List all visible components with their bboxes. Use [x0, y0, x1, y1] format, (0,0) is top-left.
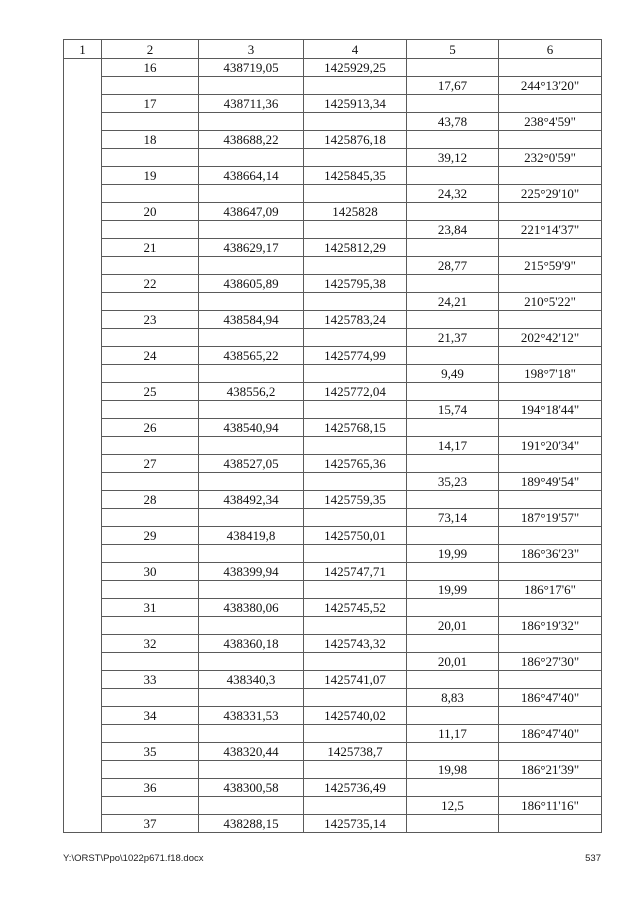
point-number: 37: [102, 815, 199, 833]
coordinate-x: 438540,94: [199, 419, 304, 437]
empty-cell: [304, 113, 407, 131]
empty-cell: [304, 221, 407, 239]
column-header: 3: [199, 40, 304, 59]
empty-cell: [304, 545, 407, 563]
coordinate-y: 1425929,25: [304, 59, 407, 77]
empty-cell: [499, 491, 602, 509]
segment-row: [64, 437, 602, 455]
empty-cell: [102, 293, 199, 311]
empty-cell: [199, 221, 304, 239]
empty-cell: [407, 95, 499, 113]
direction-angle: 186°17'6": [499, 581, 602, 599]
point-row: [64, 599, 602, 617]
empty-cell: [102, 473, 199, 491]
segment-row: [64, 509, 602, 527]
empty-cell: [102, 545, 199, 563]
segment-row: [64, 761, 602, 779]
empty-cell: [407, 779, 499, 797]
empty-cell: [304, 653, 407, 671]
empty-cell: [102, 617, 199, 635]
point-row: [64, 527, 602, 545]
point-row: [64, 59, 602, 77]
empty-cell: [102, 581, 199, 599]
segment-length: 19,99: [407, 545, 499, 563]
direction-angle: 189°49'54": [499, 473, 602, 491]
empty-cell: [499, 671, 602, 689]
coordinate-x: 438419,8: [199, 527, 304, 545]
empty-cell: [102, 509, 199, 527]
footer-page-number: 537: [585, 853, 601, 864]
segment-length: 39,12: [407, 149, 499, 167]
segment-length: 9,49: [407, 365, 499, 383]
empty-cell: [499, 815, 602, 833]
point-row: [64, 743, 602, 761]
segment-length: 15,74: [407, 401, 499, 419]
empty-cell: [199, 401, 304, 419]
segment-length: 17,67: [407, 77, 499, 95]
segment-row: [64, 329, 602, 347]
empty-cell: [304, 725, 407, 743]
empty-cell: [304, 365, 407, 383]
empty-cell: [102, 437, 199, 455]
empty-cell: [199, 293, 304, 311]
coordinate-y: 1425913,34: [304, 95, 407, 113]
segment-row: [64, 221, 602, 239]
point-row: [64, 815, 602, 833]
coordinate-y: 1425736,49: [304, 779, 407, 797]
empty-cell: [102, 365, 199, 383]
direction-angle: 232°0'59": [499, 149, 602, 167]
empty-cell: [499, 275, 602, 293]
empty-cell: [199, 653, 304, 671]
coordinate-x: 438664,14: [199, 167, 304, 185]
coordinate-x: 438300,58: [199, 779, 304, 797]
segment-length: 28,77: [407, 257, 499, 275]
coordinate-y: 1425768,15: [304, 419, 407, 437]
empty-cell: [407, 815, 499, 833]
coordinate-x: 438527,05: [199, 455, 304, 473]
empty-cell: [499, 527, 602, 545]
empty-cell: [407, 167, 499, 185]
coordinate-y: 1425765,36: [304, 455, 407, 473]
point-row: [64, 311, 602, 329]
coordinate-x: 438399,94: [199, 563, 304, 581]
empty-cell: [499, 455, 602, 473]
empty-cell: [199, 329, 304, 347]
segment-length: 73,14: [407, 509, 499, 527]
segment-row: [64, 797, 602, 815]
point-row: [64, 95, 602, 113]
empty-cell: [499, 95, 602, 113]
empty-cell: [102, 689, 199, 707]
segment-length: 14,17: [407, 437, 499, 455]
empty-cell: [102, 797, 199, 815]
empty-cell: [499, 635, 602, 653]
empty-cell: [304, 581, 407, 599]
coordinate-x: 438331,53: [199, 707, 304, 725]
empty-cell: [499, 563, 602, 581]
coordinate-y: 1425876,18: [304, 131, 407, 149]
point-row: [64, 779, 602, 797]
column-header: 5: [407, 40, 499, 59]
empty-cell: [199, 761, 304, 779]
segment-length: 11,17: [407, 725, 499, 743]
merged-cell: [64, 59, 102, 833]
empty-cell: [407, 311, 499, 329]
empty-cell: [304, 293, 407, 311]
coordinate-x: 438629,17: [199, 239, 304, 257]
point-row: [64, 563, 602, 581]
empty-cell: [304, 257, 407, 275]
empty-cell: [407, 671, 499, 689]
point-row: [64, 671, 602, 689]
empty-cell: [199, 149, 304, 167]
empty-cell: [304, 617, 407, 635]
segment-row: [64, 293, 602, 311]
empty-cell: [407, 59, 499, 77]
direction-angle: 186°21'39": [499, 761, 602, 779]
coordinate-x: 438320,44: [199, 743, 304, 761]
segment-length: 20,01: [407, 653, 499, 671]
point-row: [64, 131, 602, 149]
empty-cell: [199, 509, 304, 527]
empty-cell: [102, 149, 199, 167]
header-row: [64, 40, 602, 59]
empty-cell: [199, 437, 304, 455]
empty-cell: [199, 689, 304, 707]
coordinate-y: 1425812,29: [304, 239, 407, 257]
direction-angle: 186°47'40": [499, 689, 602, 707]
point-number: 21: [102, 239, 199, 257]
empty-cell: [102, 185, 199, 203]
empty-cell: [102, 77, 199, 95]
empty-cell: [499, 239, 602, 257]
coordinate-x: 438340,3: [199, 671, 304, 689]
segment-length: 19,98: [407, 761, 499, 779]
empty-cell: [304, 797, 407, 815]
point-row: [64, 455, 602, 473]
empty-cell: [199, 257, 304, 275]
point-number: 22: [102, 275, 199, 293]
point-row: [64, 203, 602, 221]
coordinate-x: 438605,89: [199, 275, 304, 293]
coordinate-y: 1425759,35: [304, 491, 407, 509]
segment-row: [64, 581, 602, 599]
segment-length: 19,99: [407, 581, 499, 599]
empty-cell: [407, 707, 499, 725]
point-number: 29: [102, 527, 199, 545]
coordinate-y: 1425783,24: [304, 311, 407, 329]
direction-angle: 186°11'16": [499, 797, 602, 815]
empty-cell: [199, 617, 304, 635]
coordinate-y: 1425750,01: [304, 527, 407, 545]
empty-cell: [102, 725, 199, 743]
empty-cell: [304, 437, 407, 455]
segment-row: [64, 77, 602, 95]
segment-row: [64, 257, 602, 275]
point-number: 33: [102, 671, 199, 689]
coordinate-x: 438380,06: [199, 599, 304, 617]
segment-row: [64, 689, 602, 707]
coordinate-x: 438492,34: [199, 491, 304, 509]
empty-cell: [102, 257, 199, 275]
coordinate-y: 1425738,7: [304, 743, 407, 761]
coordinate-y: 1425845,35: [304, 167, 407, 185]
direction-angle: 244°13'20": [499, 77, 602, 95]
segment-row: [64, 545, 602, 563]
column-header: 1: [64, 40, 102, 59]
empty-cell: [407, 419, 499, 437]
segment-length: 43,78: [407, 113, 499, 131]
segment-length: 20,01: [407, 617, 499, 635]
empty-cell: [499, 131, 602, 149]
empty-cell: [407, 599, 499, 617]
segment-row: [64, 149, 602, 167]
direction-angle: 198°7'18": [499, 365, 602, 383]
direction-angle: 194°18'44": [499, 401, 602, 419]
footer-file-path: Y:\ORST\Ppo\1022p671.f18.docx: [63, 853, 204, 864]
point-row: [64, 347, 602, 365]
point-row: [64, 419, 602, 437]
coordinate-x: 438584,94: [199, 311, 304, 329]
coordinate-x: 438565,22: [199, 347, 304, 365]
point-number: 24: [102, 347, 199, 365]
empty-cell: [499, 167, 602, 185]
empty-cell: [304, 401, 407, 419]
coordinate-y: 1425772,04: [304, 383, 407, 401]
empty-cell: [199, 545, 304, 563]
coordinate-y: 1425828: [304, 203, 407, 221]
coordinate-x: 438288,15: [199, 815, 304, 833]
direction-angle: 210°5'22": [499, 293, 602, 311]
point-number: 25: [102, 383, 199, 401]
segment-row: [64, 365, 602, 383]
empty-cell: [304, 761, 407, 779]
point-number: 31: [102, 599, 199, 617]
point-row: [64, 491, 602, 509]
point-row: [64, 383, 602, 401]
point-number: 30: [102, 563, 199, 581]
direction-angle: 215°59'9": [499, 257, 602, 275]
empty-cell: [407, 347, 499, 365]
empty-cell: [102, 401, 199, 419]
coordinate-x: 438360,18: [199, 635, 304, 653]
column-header: 2: [102, 40, 199, 59]
empty-cell: [102, 329, 199, 347]
point-number: 35: [102, 743, 199, 761]
coordinate-y: 1425735,14: [304, 815, 407, 833]
direction-angle: 186°36'23": [499, 545, 602, 563]
point-number: 26: [102, 419, 199, 437]
segment-length: 23,84: [407, 221, 499, 239]
point-number: 32: [102, 635, 199, 653]
empty-cell: [407, 455, 499, 473]
direction-angle: 225°29'10": [499, 185, 602, 203]
coordinate-y: 1425747,71: [304, 563, 407, 581]
empty-cell: [407, 635, 499, 653]
segment-length: 21,37: [407, 329, 499, 347]
point-number: 27: [102, 455, 199, 473]
segment-length: 24,32: [407, 185, 499, 203]
empty-cell: [304, 509, 407, 527]
empty-cell: [199, 725, 304, 743]
empty-cell: [199, 797, 304, 815]
direction-angle: 202°42'12": [499, 329, 602, 347]
empty-cell: [407, 203, 499, 221]
empty-cell: [199, 185, 304, 203]
coordinate-x: 438556,2: [199, 383, 304, 401]
point-number: 28: [102, 491, 199, 509]
empty-cell: [407, 239, 499, 257]
coordinate-y: 1425741,07: [304, 671, 407, 689]
direction-angle: 186°27'30": [499, 653, 602, 671]
point-number: 23: [102, 311, 199, 329]
point-number: 20: [102, 203, 199, 221]
coordinate-x: 438711,36: [199, 95, 304, 113]
empty-cell: [304, 149, 407, 167]
empty-cell: [102, 653, 199, 671]
empty-cell: [102, 113, 199, 131]
segment-length: 8,83: [407, 689, 499, 707]
empty-cell: [199, 77, 304, 95]
empty-cell: [304, 329, 407, 347]
point-row: [64, 707, 602, 725]
empty-cell: [499, 599, 602, 617]
point-row: [64, 275, 602, 293]
empty-cell: [407, 491, 499, 509]
coordinate-x: 438688,22: [199, 131, 304, 149]
segment-row: [64, 725, 602, 743]
empty-cell: [407, 563, 499, 581]
direction-angle: 238°4'59": [499, 113, 602, 131]
segment-length: 24,21: [407, 293, 499, 311]
segment-row: [64, 617, 602, 635]
point-number: 19: [102, 167, 199, 185]
empty-cell: [102, 221, 199, 239]
empty-cell: [304, 77, 407, 95]
coordinate-x: 438719,05: [199, 59, 304, 77]
direction-angle: 191°20'34": [499, 437, 602, 455]
empty-cell: [407, 275, 499, 293]
empty-cell: [199, 365, 304, 383]
point-number: 36: [102, 779, 199, 797]
column-header: 4: [304, 40, 407, 59]
empty-cell: [407, 131, 499, 149]
empty-cell: [499, 419, 602, 437]
coordinate-x: 438647,09: [199, 203, 304, 221]
empty-cell: [199, 581, 304, 599]
empty-cell: [304, 689, 407, 707]
point-number: 18: [102, 131, 199, 149]
empty-cell: [499, 743, 602, 761]
empty-cell: [304, 185, 407, 203]
empty-cell: [199, 113, 304, 131]
direction-angle: 186°19'32": [499, 617, 602, 635]
empty-cell: [407, 527, 499, 545]
segment-row: [64, 653, 602, 671]
segment-length: 35,23: [407, 473, 499, 491]
empty-cell: [499, 311, 602, 329]
coordinate-y: 1425745,52: [304, 599, 407, 617]
coordinate-y: 1425743,32: [304, 635, 407, 653]
segment-row: [64, 473, 602, 491]
segment-row: [64, 401, 602, 419]
empty-cell: [304, 473, 407, 491]
empty-cell: [499, 383, 602, 401]
empty-cell: [499, 707, 602, 725]
empty-cell: [499, 203, 602, 221]
empty-cell: [407, 383, 499, 401]
direction-angle: 186°47'40": [499, 725, 602, 743]
point-row: [64, 635, 602, 653]
segment-length: 12,5: [407, 797, 499, 815]
column-header: 6: [499, 40, 602, 59]
point-number: 16: [102, 59, 199, 77]
coordinates-table: [63, 39, 602, 833]
point-number: 34: [102, 707, 199, 725]
empty-cell: [499, 59, 602, 77]
empty-cell: [407, 743, 499, 761]
empty-cell: [199, 473, 304, 491]
direction-angle: 221°14'37": [499, 221, 602, 239]
coordinate-y: 1425774,99: [304, 347, 407, 365]
empty-cell: [499, 779, 602, 797]
segment-row: [64, 185, 602, 203]
point-row: [64, 239, 602, 257]
point-number: 17: [102, 95, 199, 113]
empty-cell: [102, 761, 199, 779]
empty-cell: [499, 347, 602, 365]
direction-angle: 187°19'57": [499, 509, 602, 527]
coordinate-y: 1425740,02: [304, 707, 407, 725]
segment-row: [64, 113, 602, 131]
coordinate-y: 1425795,38: [304, 275, 407, 293]
point-row: [64, 167, 602, 185]
